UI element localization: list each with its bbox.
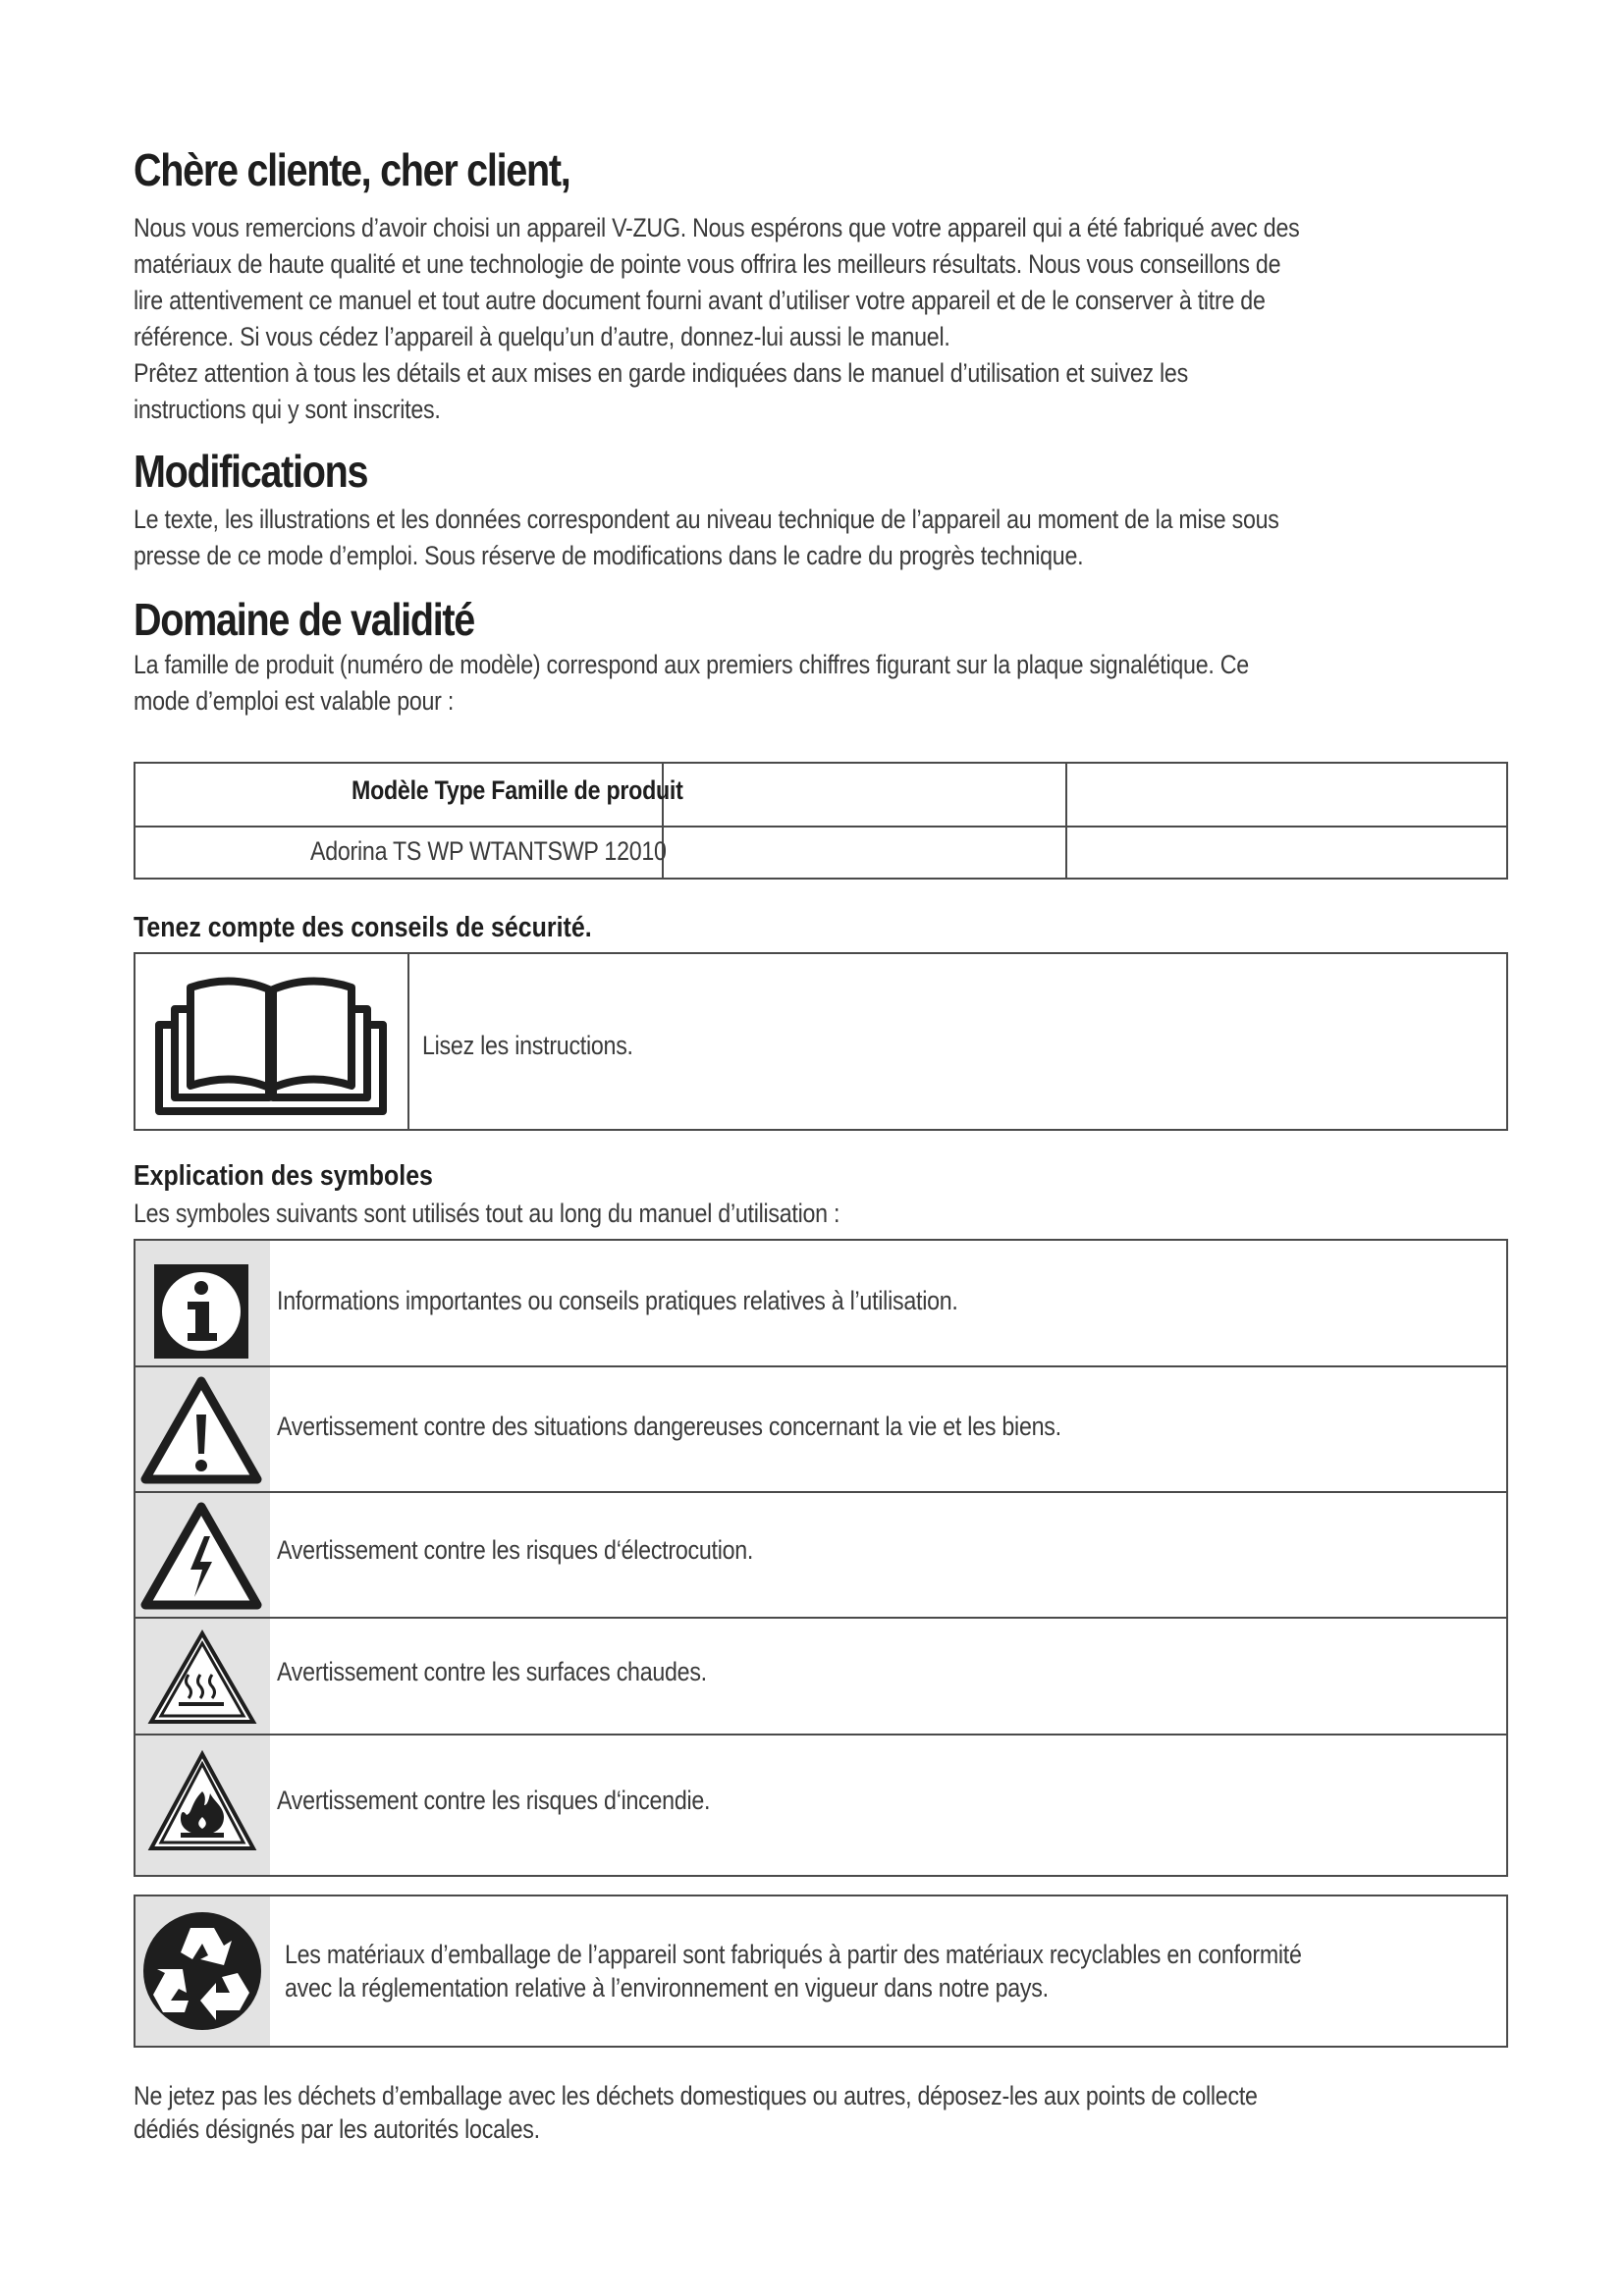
greeting-title: Chère cliente, cher client,: [134, 144, 570, 195]
intro-line: instructions qui y sont inscrites.: [134, 395, 441, 424]
model-table: [134, 762, 1508, 880]
fire-icon: [145, 1748, 259, 1858]
modifications-title: Modifications: [134, 446, 368, 497]
read-instructions-text: Lisez les instructions.: [422, 1031, 633, 1060]
modifications-paragraph: [134, 502, 1510, 574]
hot-surface-icon: [145, 1628, 259, 1728]
row-divider: [135, 1617, 1506, 1619]
intro-line: lire attentivement ce manuel et tout autre document fourni avant d’utiliser votre appareil et de le conserver à titre de: [134, 286, 1266, 315]
disposal-line: dédiés désignés par les autorités locales.: [134, 2114, 540, 2144]
row-divider: [135, 1491, 1506, 1493]
modifications-line: presse de ce mode d’emploi. Sous réserve de modifications dans le cadre du progrès technique.: [134, 541, 1084, 570]
recycling-line: Les matériaux d’emballage de l’appareil sont fabriqués à partir des matériaux recyclables en conformité: [285, 1940, 1302, 1969]
recycling-icon: [141, 1910, 263, 2032]
intro-line: référence. Si vous cédez l’appareil à quelqu’un d’autre, donnez-lui aussi le manuel.: [134, 322, 950, 351]
disposal-line: Ne jetez pas les déchets d’emballage avec les déchets domestiques ou autres, déposez-les aux points de collecte: [134, 2081, 1258, 2110]
row-divider: [135, 1365, 1506, 1367]
symbol-text-warning: Avertissement contre des situations dangereuses concernant la vie et les biens.: [277, 1412, 1061, 1441]
symbols-heading: Explication des symboles: [134, 1160, 433, 1192]
intro-line: Prêtez attention à tous les détails et aux mises en garde indiquées dans le manuel d’utilisation et suivez les: [134, 358, 1188, 388]
recycling-line: avec la réglementation relative à l’environnement en vigueur dans notre pays.: [285, 1973, 1049, 2002]
safety-heading: Tenez compte des conseils de sécurité.: [134, 912, 592, 943]
row-divider: [135, 1734, 1506, 1735]
modifications-line: Le texte, les illustrations et les données correspondent au niveau technique de l’appareil au moment de la mise sous: [134, 505, 1279, 534]
read-instructions-box: [134, 952, 1508, 1131]
symbol-text-fire: Avertissement contre les risques d‘incendie.: [277, 1786, 711, 1815]
symbol-text-hot-surface: Avertissement contre les surfaces chaudes.: [277, 1657, 707, 1686]
validity-title: Domaine de validité: [134, 594, 475, 645]
recycling-text: [285, 1938, 1302, 2004]
symbols-table: [134, 1239, 1508, 1877]
book-icon: [153, 966, 389, 1123]
recycling-box: [134, 1895, 1508, 2048]
intro-line: matériaux de haute qualité et une technologie de pointe vous offrira les meilleurs résultats. Nous vous conseillons de: [134, 249, 1281, 279]
symbol-text-info: Informations importantes ou conseils pratiques relatives à l’utilisation.: [277, 1286, 958, 1315]
disposal-paragraph: [134, 2079, 1510, 2146]
table-row-model: Adorina TS WP WTANTSWP 12010: [310, 836, 667, 866]
symbols-intro: Les symboles suivants sont utilisés tout au long du manuel d’utilisation :: [134, 1199, 840, 1228]
intro-paragraph: [134, 210, 1510, 428]
electric-shock-icon: [139, 1501, 263, 1611]
validity-line: mode d’emploi est valable pour :: [134, 686, 455, 716]
table-header: Modèle Type Famille de produit: [352, 775, 683, 805]
table-divider: [1065, 764, 1067, 878]
symbol-text-electric: Avertissement contre les risques d‘électrocution.: [277, 1535, 754, 1565]
warning-icon: [139, 1375, 263, 1485]
validity-line: La famille de produit (numéro de modèle) correspond aux premiers chiffres figurant sur la plaque signalétique. Ce: [134, 650, 1249, 679]
validity-paragraph: [134, 647, 1510, 720]
table-divider: [407, 954, 409, 1129]
intro-line: Nous vous remercions d’avoir choisi un appareil V-ZUG. Nous espérons que votre appareil qui a été fabriqué avec des: [134, 213, 1300, 242]
table-divider: [135, 826, 1506, 828]
info-icon: [154, 1264, 248, 1359]
